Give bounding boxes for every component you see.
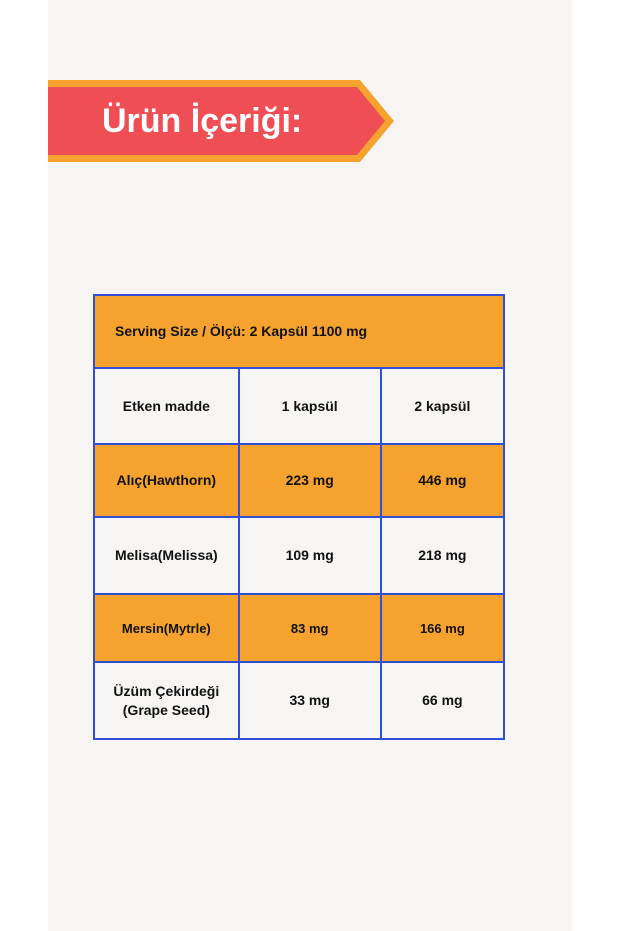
table-row: [94, 517, 504, 594]
amount-two-capsules: 446 mg: [381, 444, 504, 517]
amount-two-capsules: 166 mg: [381, 594, 504, 662]
ingredient-name-line-1: Üzüm Çekirdeği: [113, 682, 220, 699]
table-row: [94, 662, 504, 739]
amount-one-capsule: 83 mg: [239, 594, 381, 662]
ingredient-name: [94, 662, 239, 739]
amount-one-capsule: 109 mg: [239, 517, 381, 594]
page-title: Ürün İçeriği:: [102, 102, 303, 140]
ingredient-name: Mersin(Mytrle): [94, 594, 239, 662]
table-row: [94, 444, 504, 517]
table-header-row: [94, 368, 504, 444]
serving-size-cell: Serving Size / Ölçü: 2 Kapsül 1100 mg: [94, 295, 504, 368]
amount-one-capsule: 33 mg: [239, 662, 381, 739]
ingredient-name: Melisa(Melissa): [94, 517, 239, 594]
amount-one-capsule: 223 mg: [239, 444, 381, 517]
ingredients-table: [93, 294, 505, 740]
ingredient-name-line-2: (Grape Seed): [122, 701, 210, 718]
title-banner: [48, 78, 398, 164]
header-one-capsule: 1 kapsül: [239, 368, 381, 444]
table-row: [94, 594, 504, 662]
header-active-ingredient: Etken madde: [94, 368, 239, 444]
amount-two-capsules: 66 mg: [381, 662, 504, 739]
ingredient-name: Alıç(Hawthorn): [94, 444, 239, 517]
serving-size-row: [94, 295, 504, 368]
header-two-capsules: 2 kapsül: [381, 368, 504, 444]
amount-two-capsules: 218 mg: [381, 517, 504, 594]
